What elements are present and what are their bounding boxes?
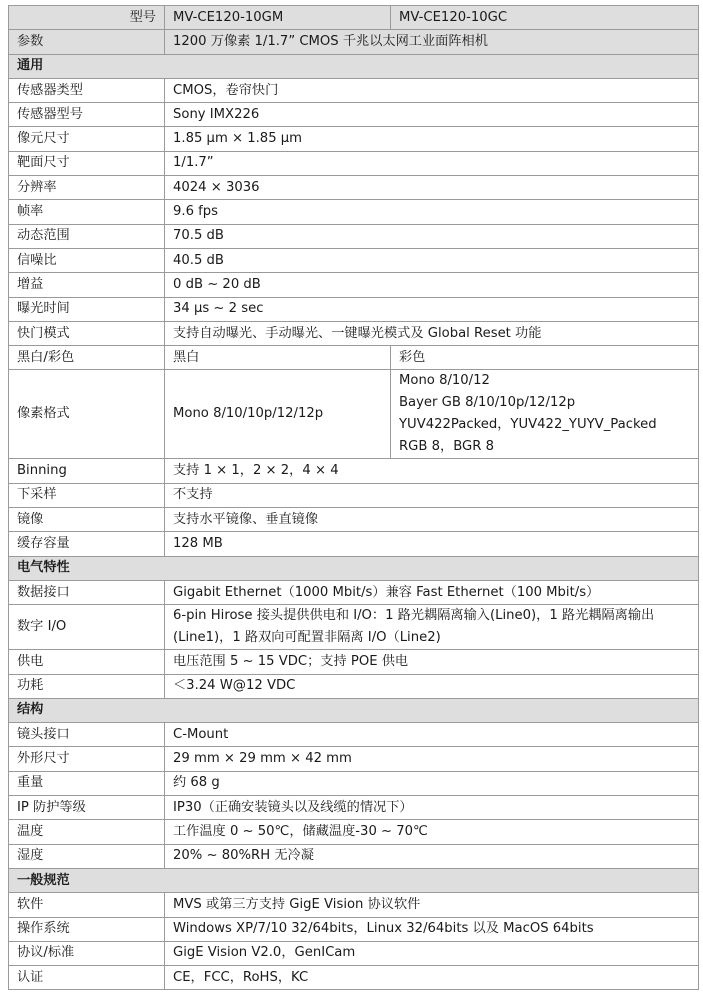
row-label: 温度 bbox=[9, 820, 165, 844]
row-value: 40.5 dB bbox=[165, 248, 699, 272]
row-value bbox=[165, 605, 699, 650]
model-gm: MV-CE120-10GM bbox=[165, 6, 391, 30]
table-row bbox=[9, 893, 699, 917]
format-line: RGB 8，BGR 8 bbox=[399, 439, 494, 455]
row-label: 动态范围 bbox=[9, 224, 165, 248]
row-value: 电压范围 5 ~ 15 VDC；支持 POE 供电 bbox=[165, 650, 699, 674]
row-value-color bbox=[391, 370, 699, 459]
format-line: Mono 8/10/12 bbox=[399, 373, 490, 389]
row-value: IP30（正确安装镜头以及线缆的情况下） bbox=[165, 796, 699, 820]
table-row bbox=[9, 248, 699, 272]
section-general: 通用 bbox=[9, 54, 699, 78]
row-value: MVS 或第三方支持 GigE Vision 协议软件 bbox=[165, 893, 699, 917]
table-row bbox=[9, 747, 699, 771]
row-label: 软件 bbox=[9, 893, 165, 917]
row-label: 分辨率 bbox=[9, 176, 165, 200]
row-label: 镜头接口 bbox=[9, 723, 165, 747]
table-row bbox=[9, 771, 699, 795]
row-value-color: 彩色 bbox=[391, 346, 699, 370]
table-row bbox=[9, 483, 699, 507]
row-label: 增益 bbox=[9, 273, 165, 297]
table-row bbox=[9, 723, 699, 747]
table-row bbox=[9, 127, 699, 151]
row-value: CMOS，卷帘快门 bbox=[165, 78, 699, 102]
table-row bbox=[9, 820, 699, 844]
row-value: 1/1.7” bbox=[165, 151, 699, 175]
row-label: 靶面尺寸 bbox=[9, 151, 165, 175]
row-label: 操作系统 bbox=[9, 917, 165, 941]
row-value: 约 68 g bbox=[165, 771, 699, 795]
row-value: 支持自动曝光、手动曝光、一键曝光模式及 Global Reset 功能 bbox=[165, 321, 699, 345]
row-label: 快门模式 bbox=[9, 321, 165, 345]
table-row bbox=[9, 796, 699, 820]
row-label: 传感器型号 bbox=[9, 103, 165, 127]
row-label: 下采样 bbox=[9, 483, 165, 507]
model-gc: MV-CE120-10GC bbox=[391, 6, 699, 30]
row-label: IP 防护等级 bbox=[9, 796, 165, 820]
table-row bbox=[9, 674, 699, 698]
row-label: 镜像 bbox=[9, 508, 165, 532]
row-value: 20% ~ 80%RH 无冷凝 bbox=[165, 844, 699, 868]
row-value: 128 MB bbox=[165, 532, 699, 556]
table-row bbox=[9, 273, 699, 297]
row-value: 9.6 fps bbox=[165, 200, 699, 224]
section-row bbox=[9, 868, 699, 892]
row-value: GigE Vision V2.0，GenICam bbox=[165, 941, 699, 965]
row-label: 功耗 bbox=[9, 674, 165, 698]
io-line: 6-pin Hirose 接头提供供电和 I/O：1 路光耦隔离输入(Line0)，1 路光耦隔离输出 bbox=[173, 608, 655, 624]
table-row bbox=[9, 917, 699, 941]
table-row bbox=[9, 580, 699, 604]
table-row bbox=[9, 532, 699, 556]
table-row bbox=[9, 78, 699, 102]
section-row bbox=[9, 698, 699, 722]
table-row bbox=[9, 321, 699, 345]
row-label: 黑白/彩色 bbox=[9, 346, 165, 370]
header-row-model bbox=[9, 6, 699, 30]
row-label: 传感器类型 bbox=[9, 78, 165, 102]
table-row bbox=[9, 346, 699, 370]
table-row bbox=[9, 176, 699, 200]
row-value: 70.5 dB bbox=[165, 224, 699, 248]
model-label: 型号 bbox=[9, 6, 165, 30]
section-electrical: 电气特性 bbox=[9, 556, 699, 580]
section-structure: 结构 bbox=[9, 698, 699, 722]
row-label: 协议/标准 bbox=[9, 941, 165, 965]
table-row bbox=[9, 370, 699, 459]
row-label: 帧率 bbox=[9, 200, 165, 224]
row-value: 29 mm × 29 mm × 42 mm bbox=[165, 747, 699, 771]
product-description: 1200 万像素 1/1.7” CMOS 千兆以太网工业面阵相机 bbox=[165, 30, 699, 54]
row-value: CE，FCC，RoHS，KC bbox=[165, 966, 699, 990]
table-row bbox=[9, 508, 699, 532]
row-value: 4024 × 3036 bbox=[165, 176, 699, 200]
row-label: 数字 I/O bbox=[9, 605, 165, 650]
row-label: 数据接口 bbox=[9, 580, 165, 604]
row-label: 供电 bbox=[9, 650, 165, 674]
row-value: 支持水平镜像、垂直镜像 bbox=[165, 508, 699, 532]
row-value: ＜3.24 W@12 VDC bbox=[165, 674, 699, 698]
row-value: 不支持 bbox=[165, 483, 699, 507]
table-row bbox=[9, 200, 699, 224]
section-spec: 一般规范 bbox=[9, 868, 699, 892]
row-label: 信噪比 bbox=[9, 248, 165, 272]
row-value: 支持 1 × 1，2 × 2，4 × 4 bbox=[165, 459, 699, 483]
section-row bbox=[9, 556, 699, 580]
row-label: 像元尺寸 bbox=[9, 127, 165, 151]
table-row bbox=[9, 844, 699, 868]
table-row bbox=[9, 941, 699, 965]
row-value: Gigabit Ethernet（1000 Mbit/s）兼容 Fast Ethernet（100 Mbit/s） bbox=[165, 580, 699, 604]
row-label: 认证 bbox=[9, 966, 165, 990]
spec-table bbox=[8, 5, 699, 990]
row-value: 1.85 µm × 1.85 µm bbox=[165, 127, 699, 151]
row-value: 0 dB ~ 20 dB bbox=[165, 273, 699, 297]
row-label: 外形尺寸 bbox=[9, 747, 165, 771]
format-line: Bayer GB 8/10/10p/12/12p bbox=[399, 395, 576, 411]
io-line: (Line1)，1 路双向可配置非隔离 I/O（Line2) bbox=[173, 630, 441, 646]
table-row bbox=[9, 151, 699, 175]
table-row bbox=[9, 966, 699, 990]
row-label: Binning bbox=[9, 459, 165, 483]
row-value: Sony IMX226 bbox=[165, 103, 699, 127]
table-row bbox=[9, 103, 699, 127]
section-row bbox=[9, 54, 699, 78]
row-value: C-Mount bbox=[165, 723, 699, 747]
row-label: 湿度 bbox=[9, 844, 165, 868]
row-label: 重量 bbox=[9, 771, 165, 795]
row-value: 34 µs ~ 2 sec bbox=[165, 297, 699, 321]
row-value: Windows XP/7/10 32/64bits，Linux 32/64bits 以及 MacOS 64bits bbox=[165, 917, 699, 941]
table-row bbox=[9, 650, 699, 674]
row-value-mono: 黑白 bbox=[165, 346, 391, 370]
header-row-params bbox=[9, 30, 699, 54]
row-label: 曝光时间 bbox=[9, 297, 165, 321]
params-label: 参数 bbox=[9, 30, 165, 54]
format-line: YUV422Packed，YUV422_YUYV_Packed bbox=[399, 417, 657, 433]
table-row bbox=[9, 297, 699, 321]
row-label: 缓存容量 bbox=[9, 532, 165, 556]
row-label: 像素格式 bbox=[9, 370, 165, 459]
table-row bbox=[9, 605, 699, 650]
table-row bbox=[9, 459, 699, 483]
row-value-mono: Mono 8/10/10p/12/12p bbox=[165, 370, 391, 459]
table-row bbox=[9, 224, 699, 248]
row-value: 工作温度 0 ~ 50℃，储藏温度-30 ~ 70℃ bbox=[165, 820, 699, 844]
